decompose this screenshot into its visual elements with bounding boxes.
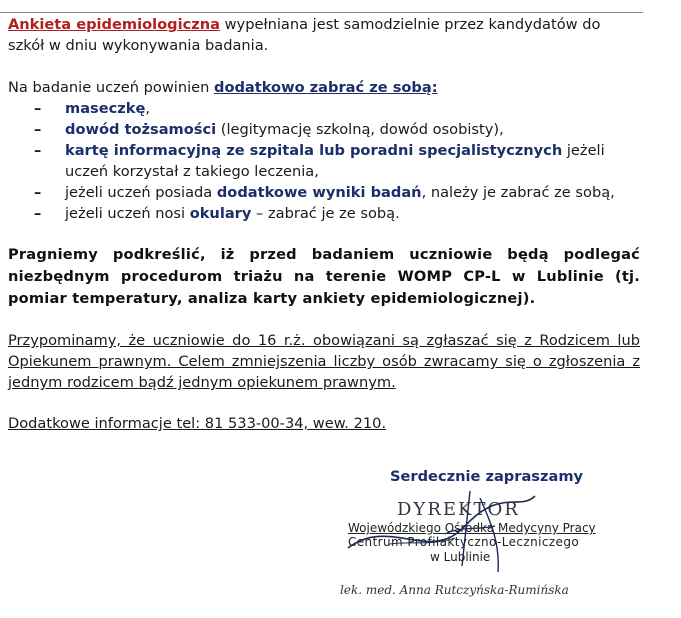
item-post: – zabrać je ze sobą. <box>251 205 400 222</box>
stamp-line: w Lublinie <box>430 550 491 564</box>
greeting: Serdecznie zapraszamy <box>390 468 584 485</box>
item-post: , należy je zabrać ze sobą, <box>421 184 615 201</box>
stamp-line: Wojewódzkiego Ośrodka Medycyny Pracy <box>348 521 596 535</box>
bullet-dash: – <box>34 184 42 201</box>
list-item <box>8 119 640 140</box>
list-item <box>8 182 640 203</box>
reminder-paragraph: Przypominamy, że uczniowie do 16 r.ż. obowiązani są zgłaszać się z Rodzicem lub Opiekunem prawnym. Celem zmniejszenia liczby osób zwracamy się o zgłoszenia z jednym rodzicem bądź jednym opiekunem prawnym. <box>8 332 640 391</box>
bullet-dash: – <box>34 100 42 117</box>
list-item <box>8 140 640 182</box>
document-body <box>8 14 640 434</box>
item-pre: jeżeli uczeń nosi <box>65 205 190 222</box>
bring-lead-bold: dodatkowo zabrać ze sobą: <box>214 79 438 96</box>
item-bold: kartę informacyjną ze szpitala lub poradni specjalistycznych <box>65 142 563 159</box>
item-bold: maseczkę <box>65 100 146 117</box>
item-post: (legitymację szkolną, dowód osobisty), <box>216 121 504 138</box>
bullet-dash: – <box>34 142 42 159</box>
list-item <box>8 98 640 119</box>
bring-lead <box>8 77 640 98</box>
triage-paragraph: Pragniemy podkreślić, iż przed badaniem uczniowie będą podlegać niezbędnym procedurom triażu na terenie WOMP CP-L w Lublinie (tj. pomiar temperatury, analiza karty ankiety epidemiologicznej). <box>8 246 640 307</box>
contact-line: Dodatkowe informacje tel: 81 533-00-34, wew. 210. <box>8 415 387 432</box>
closing-signature <box>330 466 600 616</box>
item-bold: okulary <box>189 205 252 222</box>
top-rule <box>0 12 643 13</box>
item-post: jeżeli uczeń korzystał z takiego leczenia, <box>65 142 605 180</box>
item-pre: jeżeli uczeń posiada <box>65 184 217 201</box>
item-bold: dodatkowe wyniki badań <box>216 184 422 201</box>
bullet-dash: – <box>34 205 42 222</box>
item-bold: dowód tożsamości <box>65 121 217 138</box>
bring-list <box>8 98 640 224</box>
list-item <box>8 203 640 224</box>
signer-name: lek. med. Anna Rutczyńska-Rumińska <box>340 583 569 597</box>
intro-text: wypełniana jest samodzielnie przez kandydatów do szkół w dniu wykonywania badania. <box>8 16 601 54</box>
survey-highlight: Ankieta epidemiologiczna <box>8 16 220 33</box>
bullet-dash: – <box>34 121 42 138</box>
stamp-line: Centrum Profilaktyczno-Leczniczego <box>348 535 580 549</box>
item-post: , <box>145 100 151 117</box>
intro-paragraph <box>8 14 640 56</box>
stamp-title: DYREKTOR <box>397 499 520 520</box>
bring-lead-text: Na badanie uczeń powinien <box>8 79 214 96</box>
